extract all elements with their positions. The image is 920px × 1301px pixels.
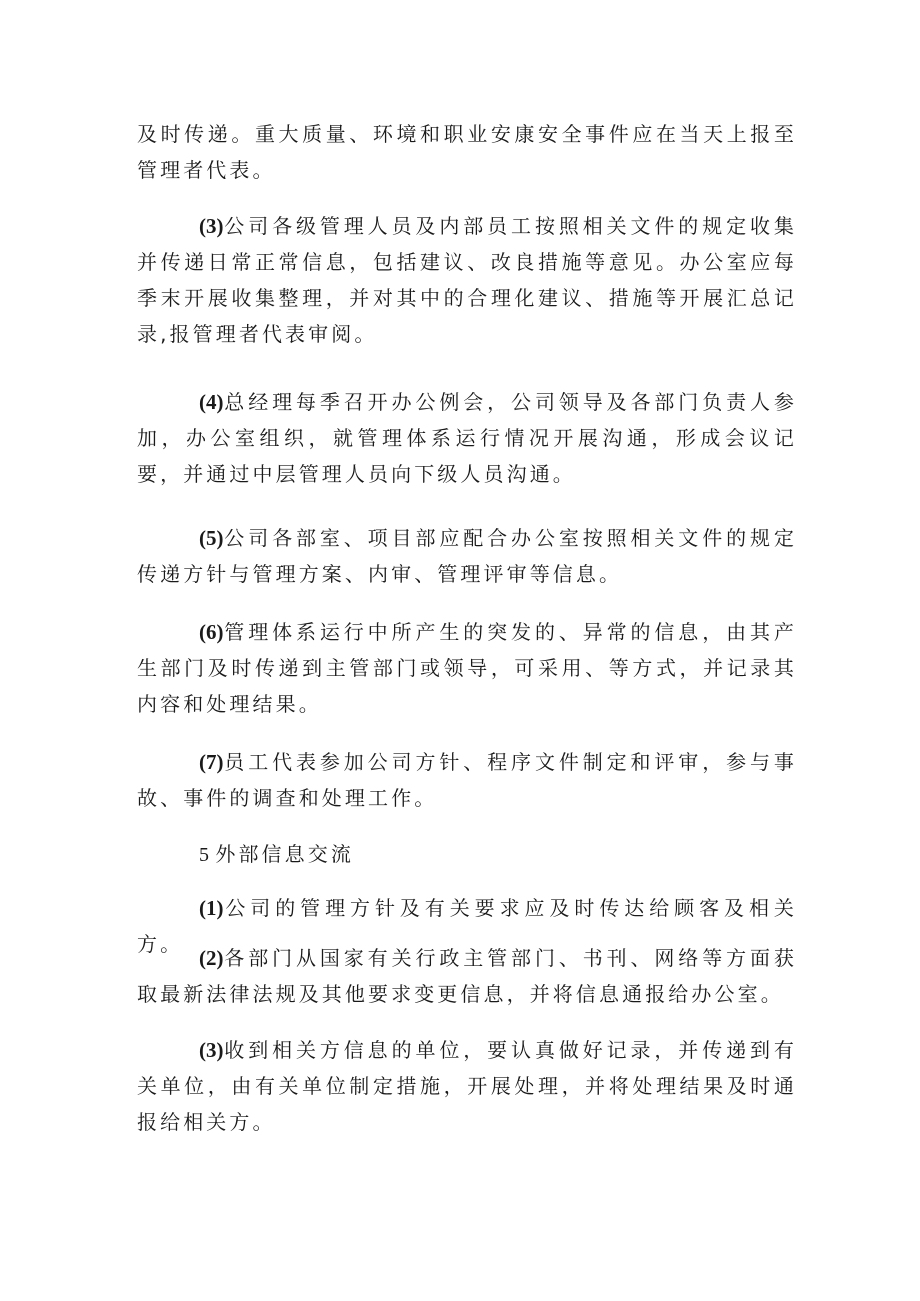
paragraph-internal-4 [137, 384, 797, 492]
section-number: 5 [199, 844, 209, 866]
paragraph-text: 员工代表参加公司方针、程序文件制定和评审，参与事故、事件的调查和处理工作。 [137, 750, 797, 810]
item-number: (6) [199, 620, 224, 644]
paragraph-internal-5 [137, 520, 797, 592]
item-number: (7) [199, 750, 224, 774]
item-number: (4) [199, 390, 224, 414]
paragraph-internal-7 [137, 744, 797, 816]
section-heading [137, 836, 797, 873]
paragraph-text: 总经理每季召开办公例会，公司领导及各部门负责人参加，办公室组织，就管理体系运行情况开展沟通，形成会议记要，并通过中层管理人员向下级人员沟通。 [137, 390, 797, 486]
item-number: (2) [199, 946, 224, 970]
paragraph-internal-3 [137, 208, 797, 352]
paragraph-text: 各部门从国家有关行政主管部门、书刊、网络等方面获取最新法律法规及其他要求变更信息，并将信息通报给办公室。 [137, 946, 797, 1006]
section-title: 外部信息交流 [215, 842, 354, 866]
paragraph-text: 公司各部室、项目部应配合办公室按照相关文件的规定传递方针与管理方案、内审、管理评审等信息。 [137, 526, 797, 586]
paragraph-continuation [137, 116, 797, 188]
paragraph-text: 及时传递。重大质量、环境和职业安康安全事件应在当天上报至管理者代表。 [137, 122, 797, 182]
paragraph-external-2 [137, 940, 797, 1012]
paragraph-text: 收到相关方信息的单位，要认真做好记录，并传递到有关单位，由有关单位制定措施，开展处理，并将处理结果及时通报给相关方。 [137, 1038, 797, 1134]
paragraph-internal-6 [137, 614, 797, 722]
paragraph-text: 管理体系运行中所产生的突发的、异常的信息，由其产生部门及时传递到主管部门或领导，可采用、等方式，并记录其内容和处理结果。 [137, 620, 797, 716]
item-number: (3) [199, 1038, 224, 1062]
item-number: (1) [199, 896, 224, 920]
paragraph-text: 公司的管理方针及有关要求应及时传达给顾客及相关方。 [137, 896, 797, 956]
item-number: (5) [199, 526, 224, 550]
item-number: (3) [199, 214, 224, 238]
paragraph-external-3 [137, 1032, 797, 1140]
paragraph-text: 公司各级管理人员及内部员工按照相关文件的规定收集并传递日常正常信息，包括建议、改良措施等意见。办公室应每季末开展收集整理，并对其中的合理化建议、措施等开展汇总记录,报管理者代表审阅。 [137, 214, 797, 346]
